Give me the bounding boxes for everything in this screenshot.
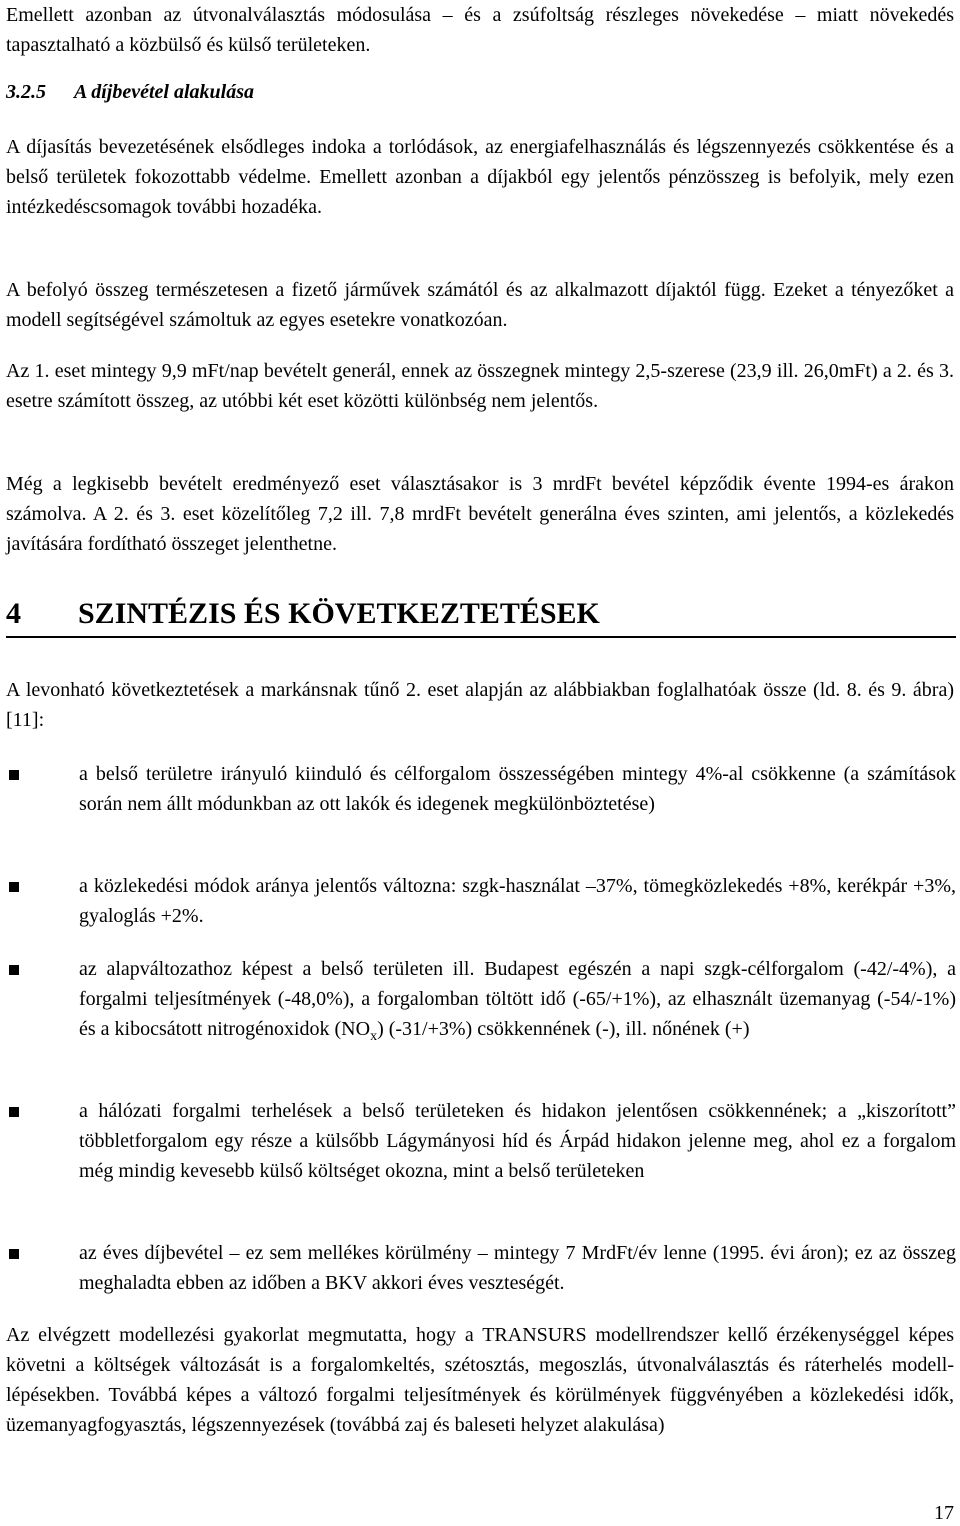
square-bullet-icon: [9, 965, 19, 975]
paragraph-case-revenue: Az 1. eset mintegy 9,9 mFt/nap bevételt generál, ennek az összegnek mintegy 2,5-szerese (23,9 ill. 26,0mFt) a 2. és 3. esetre számított összeg, az utóbbi két eset közötti különbség nem jelentős.: [6, 360, 954, 412]
subscript-x: x: [370, 1029, 378, 1044]
page-number: 17: [934, 1502, 954, 1524]
bullet-text-part: az alapváltozathoz képest a belső területen ill. Budapest egészén a napi szgk-célforgalom (-42/-4%), a forgalmi teljesítmények (-48,0%), a forgalomban töltött idő (-65/+1%), az elhasznált üzemanyag (-54/-1%) és a kibocsátott nitrogénoxidok (NO: [79, 958, 956, 1040]
bullet-text: [79, 954, 956, 1052]
bullet-text: az éves díjbevétel – ez sem mellékes körülmény – mintegy 7 MrdFt/év lenne (1995. évi áron); ez az összeg meghaladta ebben az időben a BKV akkori éves veszteségét.: [79, 1242, 956, 1294]
bullet-text: a hálózati forgalmi terhelések a belső területeken és hidakon jelentősen csökkennének; a „kiszorított” többletforgalom egy része a külsőbb Lágymányosi híd és Árpád hidakon jelenne meg, ahol ez a forgalom még mindig kevesebb külső költséget okozna, mint a belső területeken: [79, 1100, 956, 1182]
section-number: 3.2.5: [6, 81, 46, 103]
paragraph-intro: Emellett azonban az útvonalválasztás módosulása – és a zsúfoltság részleges növekedése – miatt növekedés tapasztalható a közbülső és külső területeken.: [6, 4, 954, 56]
bullet-item: [6, 954, 956, 1052]
square-bullet-icon: [9, 1107, 19, 1117]
paragraph-fee-reason: A díjasítás bevezetésének elsődleges indoka a torlódások, az energiafelhasználás és légszennyezés csökkentése és a belső területek fokozottabb védelme. Emellett azonban a díjakból egy jelentős pénzösszeg is befolyik, mely ezen intézkedéscsomagok további hozadéka.: [6, 136, 954, 218]
square-bullet-icon: [9, 770, 19, 780]
chapter-title: SZINTÉZIS ÉS KÖVETKEZTETÉSEK: [78, 597, 600, 630]
square-bullet-icon: [9, 882, 19, 892]
paragraph-revenue-factors: A befolyó összeg természetesen a fizető járművek számától és az alkalmazott díjaktól függ. Ezeket a tényezőket a modell segítségével számoltuk az egyes esetekre vonatkozóan.: [6, 279, 954, 331]
bullet-item: [6, 759, 956, 819]
chapter-heading-4: [6, 592, 956, 638]
square-bullet-icon: [9, 1249, 19, 1259]
bullet-item: [6, 1238, 956, 1298]
bullet-item: [6, 1096, 956, 1186]
bullet-item: [6, 871, 956, 931]
chapter-number: 4: [6, 597, 21, 630]
paragraph-annual-revenue: Még a legkisebb bevételt eredményező eset választásakor is 3 mrdFt bevétel képződik évente 1994-es árakon számolva. A 2. és 3. eset közelítőleg 7,2 ill. 7,8 mrdFt bevételt generálna éves szinten, ami jelentős, a közlekedés javítására fordítható összeget jelenthetne.: [6, 473, 954, 555]
section-heading-3-2-5: [6, 77, 254, 107]
bullet-text: a belső területre irányuló kiinduló és célforgalom összességében mintegy 4%-al csökkenne (a számítások során nem állt módunkban az ott lakók és idegenek megkülönböztetése): [79, 763, 956, 815]
bullet-text: a közlekedési módok aránya jelentős változna: szgk-használat –37%, tömegközlekedés +8%, kerékpár +3%, gyaloglás +2%.: [79, 875, 956, 927]
bullet-text-part: ) (-31/+3%) csökkennének (-), ill. nőnének (+): [377, 1018, 750, 1040]
paragraph-closing: Az elvégzett modellezési gyakorlat megmutatta, hogy a TRANSURS modellrendszer kellő érzékenységgel képes követni a költségek változását is a forgalomkeltés, szétosztás, megoszlás, útvonalválasztás és ráterhelés modell-lépésekben. Továbbá képes a változó forgalmi teljesítmények és körülmények függvényében a közlekedési idők, üzemanyagfogyasztás, légszennyezések (továbbá zaj és baleseti helyzet alakulása): [6, 1324, 954, 1436]
section-title: A díjbevétel alakulása: [74, 81, 254, 103]
paragraph-conclusions-lead: A levonható következtetések a markánsnak tűnő 2. eset alapján az alábbiakban foglalhatóak össze (ld. 8. és 9. ábra) [11]:: [6, 679, 954, 731]
